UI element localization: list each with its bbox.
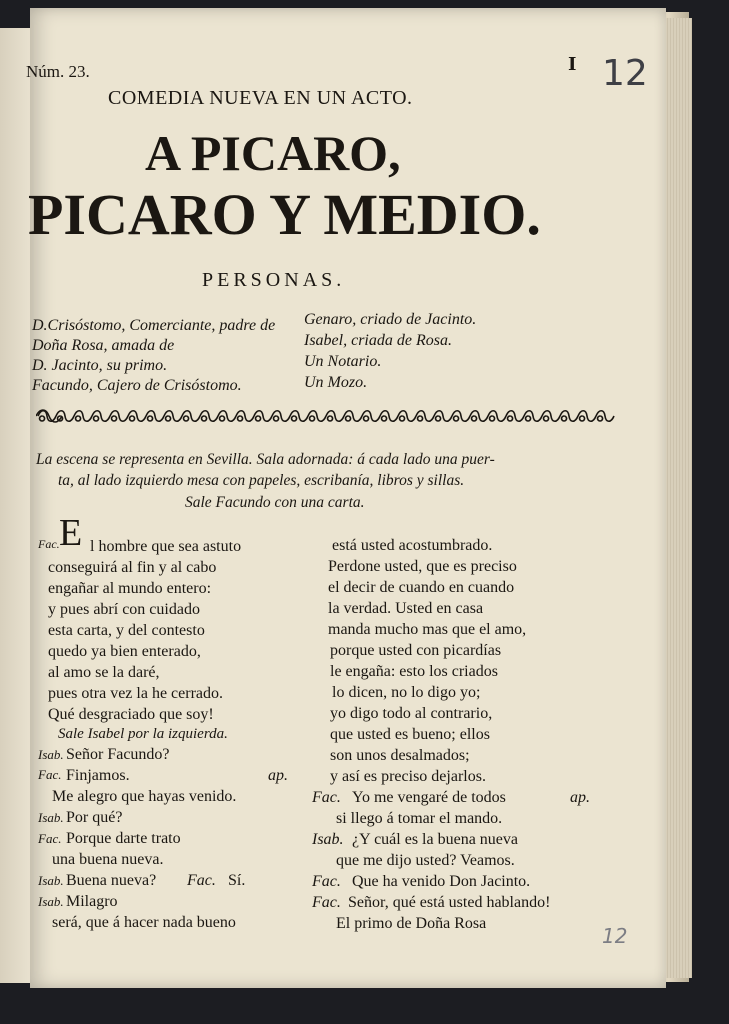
pencil-folio-number: 12 [602,924,628,948]
verse-line: está usted acostumbrado. [332,537,493,554]
verse-line: Porque darte trato [66,830,181,847]
verse-line: yo digo todo al contrario, [330,705,493,722]
ornament-scroll [56,411,74,422]
genre-subtitle: COMEDIA NUEVA EN UN ACTO. [108,87,413,109]
ornament-scroll [578,411,596,422]
signature-mark: I [568,54,577,75]
ornament-scroll [92,411,110,422]
ornament-scroll [74,411,92,422]
verse-line: Qué desgraciado que soy! [48,706,214,723]
verse-line: lo dicen, no lo digo yo; [332,684,481,701]
ornament-scroll [506,411,524,422]
aside-marker: ap. [268,767,288,784]
verse-line: si llego á tomar el mando. [336,810,503,827]
speaker-label: Fac. [38,831,62,846]
ornament-scroll [110,411,128,422]
verse-line: pues otra vez la he cerrado. [48,685,224,702]
stage-direction-line: La escena se representa en Sevilla. Sala adornada: á cada lado una puer- [36,451,495,468]
cast-entry: Isabel, criada de Rosa. [304,332,452,349]
ornamental-rule [36,406,618,426]
verse-line: que me dijo usted? Veamos. [336,852,515,869]
ornament-scroll [182,411,200,422]
speaker-label: Isab. [38,810,64,825]
cast-entry: Un Notario. [304,353,382,370]
ornament-scroll [488,411,506,422]
speaker-label: Isab. [38,894,64,909]
ornament-scroll [236,411,254,422]
verse-line: y así es preciso dejarlos. [330,768,486,785]
ornament-scroll [272,411,290,422]
ornament-scroll [560,411,578,422]
ornament-scroll [218,411,236,422]
verse-line: Buena nueva? [66,872,157,889]
verse-line: Señor Facundo? [66,746,170,763]
book-page [26,8,666,988]
speaker-label: Fac. [38,537,60,551]
verse-line: será, que á hacer nada bueno [52,914,236,931]
personas-heading: PERSONAS. [202,269,346,291]
stage-direction: Sale Isabel por la izquierda. [58,726,228,742]
cast-entry: Un Mozo. [304,374,368,391]
cast-entry: D.Crisóstomo, Comerciante, padre de [32,317,276,334]
cast-entry: Genaro, criado de Jacinto. [304,311,477,328]
verse-line: engañar al mundo entero: [48,580,212,597]
ornament-scroll [146,411,164,422]
verse-line: l hombre que sea astuto [90,538,242,555]
verse-line: conseguirá al fin y al cabo [48,559,217,576]
ornament-scroll [434,411,452,422]
ornament-scroll [362,411,380,422]
ornament-scroll [416,411,434,422]
ornament-scroll [308,411,326,422]
verse-line: Yo me vengaré de todos [352,789,506,806]
speaker-label: Fac. [312,873,341,890]
verse-line: Finjamos. [66,767,130,784]
play-number: Núm. 23. [26,62,90,81]
ornament-scroll [200,411,218,422]
speaker-label: Fac. [312,789,341,806]
verse-line: Me alegro que hayas venido. [52,788,237,805]
ornament-scroll [380,411,398,422]
verse-line: Milagro [66,893,118,910]
verse-line: una buena nueva. [52,851,164,868]
speaker-label: Isab. [312,831,344,848]
ornament-scroll [128,411,146,422]
ornament-scroll [254,411,272,422]
verse-line: quedo ya bien enterado, [48,643,201,660]
aside-marker: ap. [570,789,590,806]
page-stack-lines [662,18,692,978]
verse-line: ¿Y cuál es la buena nueva [352,831,518,848]
cast-entry: D. Jacinto, su primo. [32,357,168,374]
title-line-1: A PICARO, [145,125,401,181]
verse-line: Por qué? [66,809,123,826]
speaker-label: Fac. [38,767,62,782]
ornament-scroll [344,411,362,422]
verse-line: que usted es bueno; ellos [330,726,490,743]
ornament-scroll [326,411,344,422]
verse-line: Perdone usted, que es preciso [328,558,517,575]
verse-line: y pues abrí con cuidado [48,601,200,618]
verse-line: esta carta, y del contesto [48,622,205,639]
ornament-scroll [542,411,560,422]
verse-line: manda mucho mas que el amo, [328,621,527,638]
pencil-annotation: 12 [602,53,648,94]
verse-line: El primo de Doña Rosa [336,915,487,932]
cast-entry: Facundo, Cajero de Crisóstomo. [32,377,242,394]
verse-line: Señor, qué está usted hablando! [348,894,551,911]
drop-cap: E [59,512,83,554]
speaker-label: Fac. [187,872,216,889]
ornament-scroll [470,411,488,422]
ornament-scroll [596,411,614,422]
verse-line: son unos desalmados; [330,747,470,764]
verse-line: Que ha venido Don Jacinto. [352,873,531,890]
verse-line: le engaña: esto los criados [330,663,498,680]
stage-direction-line: ta, al lado izquierdo mesa con papeles, escribanía, libros y sillas. [58,472,465,489]
cast-entry: Doña Rosa, amada de [32,337,175,354]
ornament-scroll [524,411,542,422]
verse-line: el decir de cuando en cuando [328,579,515,596]
ornament-scroll [398,411,416,422]
stage-direction-line: Sale Facundo con una carta. [185,494,365,511]
speaker-label: Isab. [38,873,64,888]
verse-line: al amo se la daré, [48,664,160,681]
verse-line: la verdad. Usted en casa [328,600,484,617]
speaker-label: Isab. [38,747,64,762]
title-line-2: PICARO Y MEDIO. [28,182,541,247]
ornament-scroll [452,411,470,422]
verse-line: Sí. [228,872,246,889]
ornament-scroll [164,411,182,422]
verse-line: porque usted con picardías [330,642,502,659]
speaker-label: Fac. [312,894,341,911]
ornament-scroll [290,411,308,422]
